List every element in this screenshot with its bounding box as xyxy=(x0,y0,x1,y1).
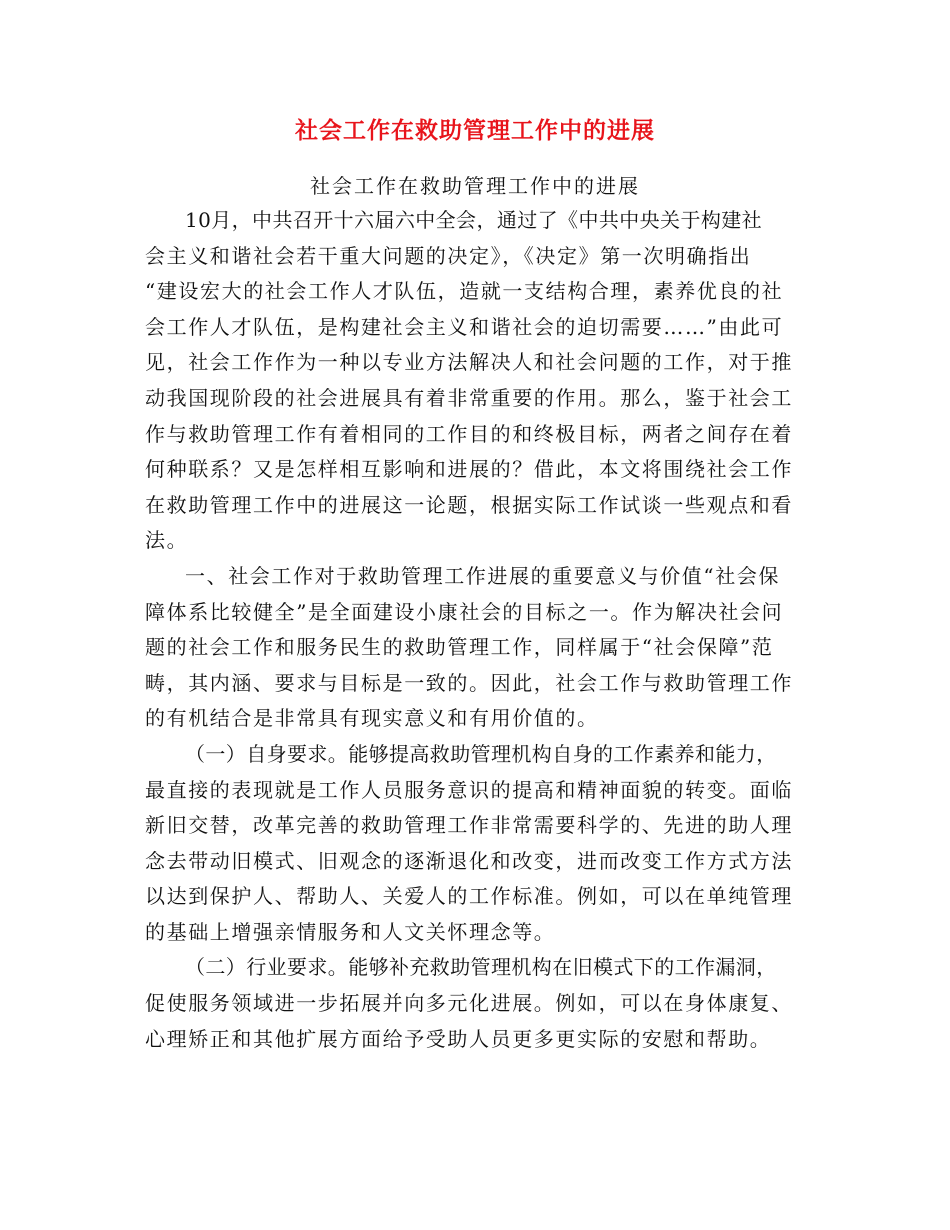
text-line: （二）行业要求。能够补充救助管理机构在旧模式下的工作漏洞， xyxy=(185,955,777,980)
text-line: 畴，其内涵、要求与目标是一致的。因此，社会工作与救助管理工作 xyxy=(145,670,793,695)
text-line: 题的社会工作和服务民生的救助管理工作，同样属于“社会保障”范 xyxy=(145,635,774,660)
text-line: 新旧交替，改革完善的救助管理工作非常需要科学的、先进的助人理 xyxy=(145,813,793,838)
text-line: 以达到保护人、帮助人、关爱人的工作标准。例如，可以在单纯管理 xyxy=(145,884,793,909)
text-line: 何种联系？又是怎样相互影响和进展的？借此，本文将围绕社会工作 xyxy=(145,457,793,482)
paragraph-industry-requirement xyxy=(145,950,805,1057)
document-body xyxy=(145,203,805,1057)
text-line: 的基础上增强亲情服务和人文关怀理念等。 xyxy=(145,919,556,944)
text-line: 作与救助管理工作有着相同的工作目的和终极目标，两者之间存在着 xyxy=(145,421,793,446)
text-line: 在救助管理工作中的进展这一论题，根据实际工作试谈一些观点和看 xyxy=(145,492,793,517)
text-line: 念去带动旧模式、旧观念的逐渐退化和改变，进而改变工作方式方法 xyxy=(145,848,793,873)
document-title: 社会工作在救助管理工作中的进展 xyxy=(295,117,655,144)
text-line: 最直接的表现就是工作人员服务意识的提高和精神面貌的转变。面临 xyxy=(145,777,793,802)
text-line: 会主义和谐社会若干重大问题的决定》，《决定》第一次明确指出 xyxy=(145,243,752,268)
paragraph-intro xyxy=(145,203,805,559)
text-line: 会工作人才队伍，是构建社会主义和谐社会的迫切需要……”由此可 xyxy=(145,314,784,339)
text-line: 10月，中共召开十六届六中全会，通过了《中共中央关于构建社 xyxy=(185,208,763,232)
text-line: 动我国现阶段的社会进展具有着非常重要的作用。那么，鉴于社会工 xyxy=(145,385,793,410)
text-line: 一、社会工作对于救助管理工作进展的重要意义与价值“社会保 xyxy=(185,563,781,588)
text-line: 促使服务领域进一步拓展并向多元化进展。例如，可以在身体康复、 xyxy=(145,991,793,1016)
paragraph-self-requirement xyxy=(145,737,805,951)
text-line: 的有机结合是非常具有现实意义和有用价值的。 xyxy=(145,706,599,731)
text-line: 法。 xyxy=(145,528,189,553)
text-line: 障体系比较健全”是全面建设小康社会的目标之一。作为解决社会问 xyxy=(145,599,784,624)
text-line: 心理矫正和其他扩展方面给予受助人员更多更实际的安慰和帮助。 xyxy=(145,1026,772,1051)
paragraph-section-one xyxy=(145,559,805,737)
text-line: 见，社会工作作为一种以专业方法解决人和社会问题的工作，对于推 xyxy=(145,350,793,375)
document-subtitle: 社会工作在救助管理工作中的进展 xyxy=(310,174,640,198)
text-line: “建设宏大的社会工作人才队伍，造就一支结构合理，素养优良的社 xyxy=(145,279,784,304)
text-line: （一）自身要求。能够提高救助管理机构自身的工作素养和能力， xyxy=(185,741,777,766)
